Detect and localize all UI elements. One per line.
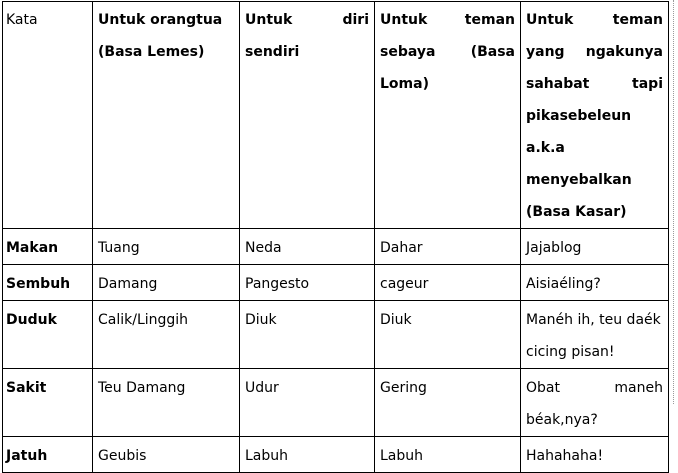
word-cell: Duduk [3, 301, 93, 369]
header-teman-sebaya: Untuk teman sebaya (Basa Loma) [375, 2, 521, 229]
table-cell: Pangesto [240, 265, 375, 301]
table-cell: Aisiaéling? [521, 265, 669, 301]
table-cell: Gering [375, 369, 521, 437]
table-row [3, 301, 669, 369]
header-kata: Kata [3, 2, 93, 229]
table-cell: Dahar [375, 229, 521, 265]
table-cell: Geubis [93, 437, 240, 473]
table-cell: Neda [240, 229, 375, 265]
word-cell: Makan [3, 229, 93, 265]
table-header-row [3, 2, 669, 229]
page-margin-guide [673, 0, 674, 404]
table-cell: cageur [375, 265, 521, 301]
table-cell: Damang [93, 265, 240, 301]
table-cell: Diuk [240, 301, 375, 369]
vocabulary-table [2, 1, 669, 473]
table-cell: Teu Damang [93, 369, 240, 437]
table-row [3, 369, 669, 437]
table-cell: Udur [240, 369, 375, 437]
header-orangtua: Untuk orangtua (Basa Lemes) [93, 2, 240, 229]
word-cell: Jatuh [3, 437, 93, 473]
header-diri-sendiri: Untuk diri sendiri [240, 2, 375, 229]
table-cell: Labuh [375, 437, 521, 473]
table-cell: Obat maneh béak,nya? [521, 369, 669, 437]
table-row [3, 229, 669, 265]
table-cell: Hahahaha! [521, 437, 669, 473]
table-cell: Manéh ih, teu daék cicing pisan! [521, 301, 669, 369]
header-teman-sahabat: Untuk teman yang ngakunya sahabat tapi pikasebeleun a.k.a menyebalkan (Basa Kasar) [521, 2, 669, 229]
table-row [3, 265, 669, 301]
table-cell: Diuk [375, 301, 521, 369]
word-cell: Sembuh [3, 265, 93, 301]
word-cell: Sakit [3, 369, 93, 437]
table-row [3, 437, 669, 473]
table-cell: Jajablog [521, 229, 669, 265]
table-cell: Tuang [93, 229, 240, 265]
table-cell: Calik/Linggih [93, 301, 240, 369]
table-cell: Labuh [240, 437, 375, 473]
